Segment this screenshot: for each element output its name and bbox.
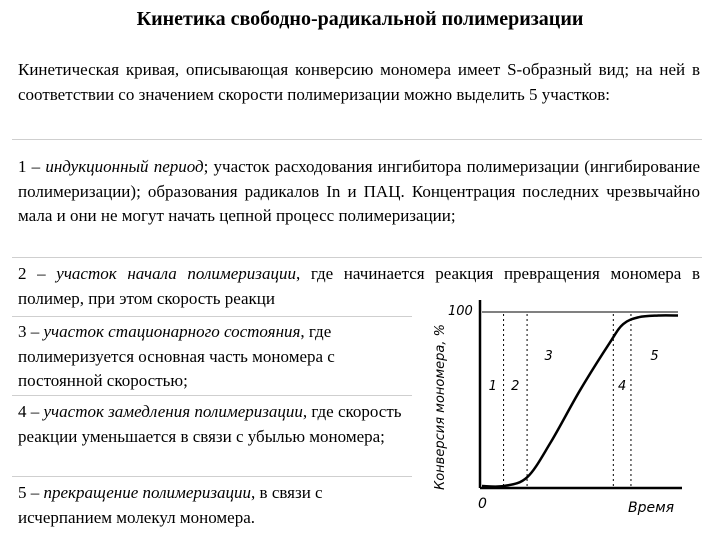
page-title: Кинетика свободно-радикальной полимеризации [136, 8, 584, 30]
divider [12, 139, 702, 140]
stage-2-name: участок начала полимеризации [56, 264, 296, 283]
stage-1 [18, 155, 700, 229]
stage-2-text: , где начинается реакция превращения мономера в полимер, при этом скорость реакци [18, 264, 701, 308]
region-label-5: 5 [650, 349, 659, 364]
region-label-1: 1 [488, 379, 497, 394]
stage-4-number: 4 – [18, 402, 40, 421]
stage-3-number: 3 – [18, 322, 40, 341]
stage-1-number: 1 – [18, 157, 41, 176]
stage-5 [18, 481, 418, 530]
divider [12, 316, 412, 317]
region-labels [489, 349, 659, 394]
conversion-chart [420, 290, 690, 530]
conversion-curve [482, 315, 678, 486]
divider [12, 257, 702, 258]
y-axis-label: Конверсия мономера, % [433, 324, 448, 490]
stage-4-name: участок замедления полимеризации [43, 402, 303, 421]
y-max-tick-label: 100 [448, 304, 473, 319]
stage-4-text: , где скорость реакции уменьшается в связи с убылью мономера; [18, 402, 402, 446]
stage-3-name: участок стационарного состояния [43, 322, 301, 341]
stage-5-number: 5 – [18, 483, 40, 502]
region-label-4: 4 [617, 379, 627, 394]
stage-5-name: прекращение полимеризации [43, 483, 252, 502]
divider [12, 395, 412, 396]
stage-1-text: ; участок расходования ингибитора полимеризации (ингибирование полимеризации); образования радикалов In и ПАЦ. Концентрация последних чрезвычайно мала и они не могут начать цепной процесс полимеризации; [18, 157, 700, 225]
origin-label: 0 [478, 496, 487, 512]
divider [12, 476, 412, 477]
intro-paragraph: Кинетическая кривая, описывающая конверсию мономера имеет S-образный вид; на ней в соответствии со значением скорости полимеризации можно выделить 5 участков: [18, 60, 700, 104]
region-label-2: 2 [511, 379, 520, 394]
stage-2-number: 2 – [18, 264, 46, 283]
region-label-3: 3 [544, 349, 553, 364]
stage-4 [18, 400, 418, 449]
stage-3 [18, 320, 418, 394]
x-axis-label: Время [628, 500, 675, 516]
stage-3-text: , где полимеризуется основная часть мономера с постоянной скоростью; [18, 322, 335, 390]
stage-1-name: индукционный период [45, 157, 204, 176]
stage-5-text: , в связи с исчерпанием молекул мономера. [18, 483, 323, 527]
